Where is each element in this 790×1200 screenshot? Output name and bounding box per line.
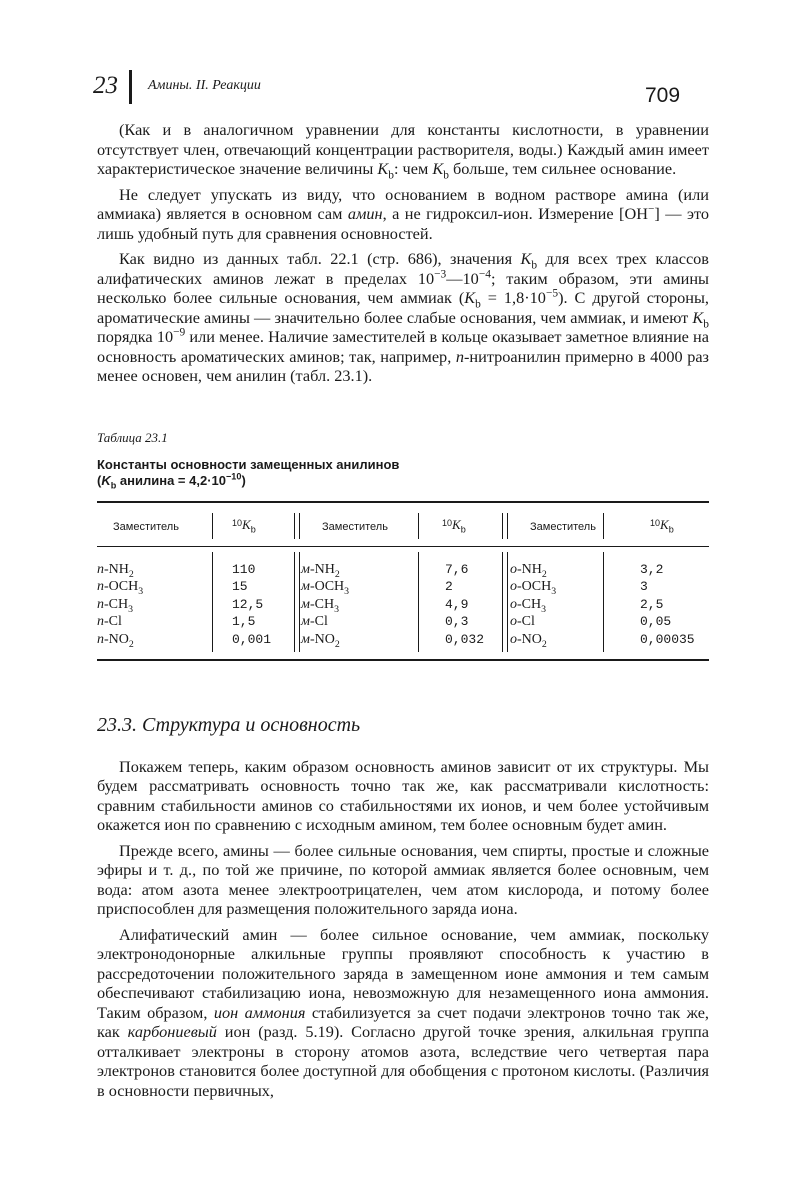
kb-header-part: K xyxy=(242,516,251,532)
substituent-formula: -Cl xyxy=(104,614,122,630)
text-segment: (Как и в аналогичном уравнении для константы кислотности, в уравнении отсутствует член, отвечающий концентрации растворителя, воды.) Каждый амин имеет характеристическое значение величины xyxy=(97,120,709,178)
text-segment: карбониевый xyxy=(127,1022,217,1041)
substituent-cell xyxy=(510,578,556,595)
substituent-formula: -NH xyxy=(104,561,129,577)
text-segment: b xyxy=(703,317,709,330)
substituent-formula: -CH xyxy=(517,596,542,612)
column-header-substituent: Заместитель xyxy=(322,520,388,533)
paragraph xyxy=(97,120,709,182)
kb-value-cell: 110 xyxy=(232,561,256,577)
position-prefix: n xyxy=(97,561,104,577)
column-divider xyxy=(502,513,508,539)
substituent-formula: -NO xyxy=(104,631,129,647)
column-header-kb xyxy=(650,517,674,533)
substituent-cell xyxy=(97,578,143,595)
text-segment: −9 xyxy=(173,326,186,339)
kb-header-part: 10 xyxy=(232,517,243,528)
text-segment: Как видно из данных табл. 22.1 (стр. 686), значения xyxy=(119,249,521,268)
formula-subscript: 2 xyxy=(541,568,547,580)
kb-value-cell: 0,001 xyxy=(232,631,272,647)
kb-value-cell: 0,032 xyxy=(445,631,485,647)
position-prefix: o xyxy=(510,614,517,630)
text-segment: b xyxy=(475,298,481,311)
formula-subscript: 2 xyxy=(334,568,340,580)
formula-subscript: 2 xyxy=(334,638,340,650)
substituent-cell xyxy=(510,631,547,648)
text-segment: для всех трех классов алифатических аминов лежат в пределах 10 xyxy=(97,249,709,288)
table-caption: Таблица 23.1 xyxy=(97,429,168,445)
text-segment: Прежде всего, амины — более сильные основания, чем спирты, простые и сложные эфиры и т. д., по той же причине, по которой аммиак является более основным, чем вода: атом азота менее электроотрицателен, чем атом кислорода, и потому более приспособлен для размещения положительного заряда иона. xyxy=(97,840,709,918)
substituent-cell xyxy=(301,631,340,648)
formula-subscript: 2 xyxy=(541,638,547,650)
substituent-formula: -OCH xyxy=(309,579,345,595)
text-segment: ион (разд. 5.19). Согласно другой точке зрения, алкильная группа отталкивает электроны в сторону атомов азота, вследствие чего четвертая пара электронов становится более доступной для обобщения с протоном кислоты. (Различия в основности первичных, xyxy=(97,1022,709,1100)
column-divider xyxy=(502,552,508,652)
substituent-cell xyxy=(97,596,133,613)
kb-header-part: 10 xyxy=(442,517,453,528)
text-segment: b xyxy=(388,169,394,182)
substituent-cell xyxy=(301,561,340,578)
text-segment: n xyxy=(455,346,464,366)
kb-value-cell: 0,00035 xyxy=(640,631,695,647)
column-header-substituent: Заместитель xyxy=(113,520,179,533)
substituent-cell xyxy=(97,561,134,578)
text-segment: : чем xyxy=(393,159,433,178)
table-title: Константы основности замещенных анилинов xyxy=(97,456,400,472)
text-segment: или менее. Наличие заместителей в кольце оказывает заметное влияние на основность ароматических аминов; так, например, xyxy=(97,327,709,366)
kb-value-cell: 2 xyxy=(445,579,453,595)
position-prefix: n xyxy=(97,614,104,630)
formula-subscript: 2 xyxy=(128,638,134,650)
kb-header-part: 10 xyxy=(650,517,661,528)
kb-value-cell: 3,2 xyxy=(640,561,664,577)
formula-subscript: 2 xyxy=(128,568,134,580)
formula-subscript: 3 xyxy=(551,585,557,597)
substituent-formula: -NO xyxy=(517,631,542,647)
paragraph xyxy=(97,185,709,244)
kb-value-cell: 12,5 xyxy=(232,596,264,612)
position-prefix: o xyxy=(510,579,517,595)
column-divider xyxy=(294,552,300,652)
chapter-number: 23 xyxy=(93,72,118,99)
substituent-formula: -NH xyxy=(309,561,335,577)
table-top-rule xyxy=(97,501,709,503)
substituent-formula: -OCH xyxy=(104,579,139,595)
text-segment: ). С другой стороны, ароматические амины — значительно более слабые основания, чем аммиак, и имеют xyxy=(97,288,709,327)
text-segment: ] — это лишь удобный путь для сравнения основностей. xyxy=(97,204,710,243)
kb-header-part: b xyxy=(668,524,674,535)
header-divider xyxy=(129,70,132,104)
basicity-table xyxy=(97,501,709,661)
substituent-formula: -Cl xyxy=(309,614,328,630)
kb-value-cell: 15 xyxy=(232,579,248,595)
substituent-cell xyxy=(510,561,547,578)
column-divider xyxy=(418,513,419,539)
substituent-cell xyxy=(510,596,546,613)
position-prefix: o xyxy=(510,596,517,612)
column-header-kb xyxy=(232,517,256,533)
kb-value-cell: 3 xyxy=(640,579,648,595)
text-segment: −5 xyxy=(545,287,559,300)
text-segment: порядка 10 xyxy=(97,327,174,346)
text-segment: , а не гидроксил-ион. Измерение [OH xyxy=(382,204,648,223)
position-prefix: n xyxy=(97,579,104,595)
table-header-rule xyxy=(97,546,709,547)
kb-value-cell: 7,6 xyxy=(445,561,469,577)
position-prefix: n xyxy=(97,596,104,612)
position-prefix: м xyxy=(301,579,310,595)
text-segment: Алифатический амин — более сильное основание, чем аммиак, поскольку электронодонорные алкильные группы проявляют способность к участию в рассредоточении положительного заряда в замещенном ионе аммония и тем самым обеспечивают стабилизацию иона, невозможную для незамещенного иона аммония. Таким образом, xyxy=(97,924,709,1022)
substituent-formula: -CH xyxy=(104,596,129,612)
column-header-substituent: Заместитель xyxy=(530,520,596,533)
kb-header-part: K xyxy=(660,516,669,532)
column-divider xyxy=(294,513,300,539)
column-divider xyxy=(418,552,419,652)
paragraph xyxy=(97,925,709,1101)
table-subtitle xyxy=(97,473,709,489)
kb-value-cell: 2,5 xyxy=(640,596,664,612)
column-divider xyxy=(212,552,213,652)
text-segment: K xyxy=(464,288,476,307)
position-prefix: o xyxy=(510,561,517,577)
text-segment: −3 xyxy=(434,268,447,281)
text-segment: стабилизуется за счет подачи электронов точно так же, как xyxy=(97,1002,709,1041)
substituent-formula: -CH xyxy=(309,596,335,612)
position-prefix: м xyxy=(301,596,310,612)
paragraph xyxy=(97,249,709,386)
text-segment: − xyxy=(647,203,655,216)
position-prefix: o xyxy=(510,631,517,647)
formula-subscript: 3 xyxy=(344,585,350,597)
formula-subscript: 3 xyxy=(138,585,144,597)
text-segment: амин xyxy=(347,204,383,223)
text-segment: больше, тем сильнее основание. xyxy=(448,159,677,178)
text-segment: —10 xyxy=(446,268,479,288)
formula-subscript: 3 xyxy=(128,603,134,615)
text-segment: Не следует упускать из виду, что основанием в водном растворе амина (или аммиака) является в основном сам xyxy=(97,184,709,223)
kb-value-cell: 0,05 xyxy=(640,614,672,630)
text-segment: ион аммония xyxy=(213,1002,306,1022)
substituent-cell xyxy=(301,613,328,630)
kb-header-part: b xyxy=(460,524,466,535)
substituent-formula: -NO xyxy=(309,631,335,647)
formula-subscript: 3 xyxy=(541,603,547,615)
column-divider xyxy=(603,513,604,539)
text-segment: b xyxy=(443,169,449,182)
column-divider xyxy=(603,552,604,652)
substituent-cell xyxy=(301,596,339,613)
kb-value-cell: 0,3 xyxy=(445,614,469,630)
position-prefix: м xyxy=(301,631,310,647)
formula-subscript: 3 xyxy=(334,603,339,615)
page-number: 709 xyxy=(645,84,681,107)
text-segment: ; таким образом, эти амины несколько более сильные основания, чем аммиак ( xyxy=(97,268,709,307)
section-heading: 23.3. Структура и основность xyxy=(97,713,361,736)
paragraph xyxy=(97,757,709,835)
text-segment: K xyxy=(432,159,444,178)
table-bottom-rule xyxy=(97,659,709,661)
substituent-formula: -NH xyxy=(517,561,542,577)
kb-header-part: b xyxy=(250,524,256,535)
text-segment: Покажем теперь, каким образом основность аминов зависит от их структуры. Мы будем рассматривать основность точно так же, как рассматривали кислотность: сравним стабильности аминов со стабильностями их ионов, и чем более устойчивым окажется ион по сравнению с исходным амином, тем более основным будет амин. xyxy=(97,756,709,834)
page-body xyxy=(97,120,709,1106)
position-prefix: м xyxy=(301,561,310,577)
column-header-kb xyxy=(442,517,466,533)
text-segment: b xyxy=(531,259,538,272)
substituent-formula: -OCH xyxy=(517,579,552,595)
text-segment: −4 xyxy=(478,268,491,281)
text-segment: K xyxy=(377,159,389,178)
text-segment: -нитроанилин примерно в 4000 раз менее основен, чем анилин (табл. 23.1). xyxy=(97,346,709,385)
text-segment: b xyxy=(110,480,117,491)
substituent-cell xyxy=(97,613,122,630)
kb-header-part: K xyxy=(452,516,461,532)
text-segment: анилина = 4,2·10 xyxy=(116,472,226,488)
paragraph xyxy=(97,841,709,919)
text-segment: −10 xyxy=(226,471,242,482)
kb-value-cell: 4,9 xyxy=(445,596,469,612)
text-segment: K xyxy=(520,249,532,268)
substituent-cell xyxy=(97,631,134,648)
text-segment: = 1,8·10 xyxy=(480,288,546,307)
running-title: Амины. II. Реакции xyxy=(148,78,261,93)
substituent-formula: -Cl xyxy=(517,614,535,630)
position-prefix: n xyxy=(97,631,104,647)
text-segment: ) xyxy=(241,472,246,488)
substituent-cell xyxy=(510,613,535,630)
text-segment: K xyxy=(101,472,111,488)
substituent-cell xyxy=(301,578,349,595)
column-divider xyxy=(212,513,213,539)
text-segment: K xyxy=(692,307,704,327)
position-prefix: м xyxy=(301,614,310,630)
kb-value-cell: 1,5 xyxy=(232,614,256,630)
text-segment: ( xyxy=(97,472,102,488)
